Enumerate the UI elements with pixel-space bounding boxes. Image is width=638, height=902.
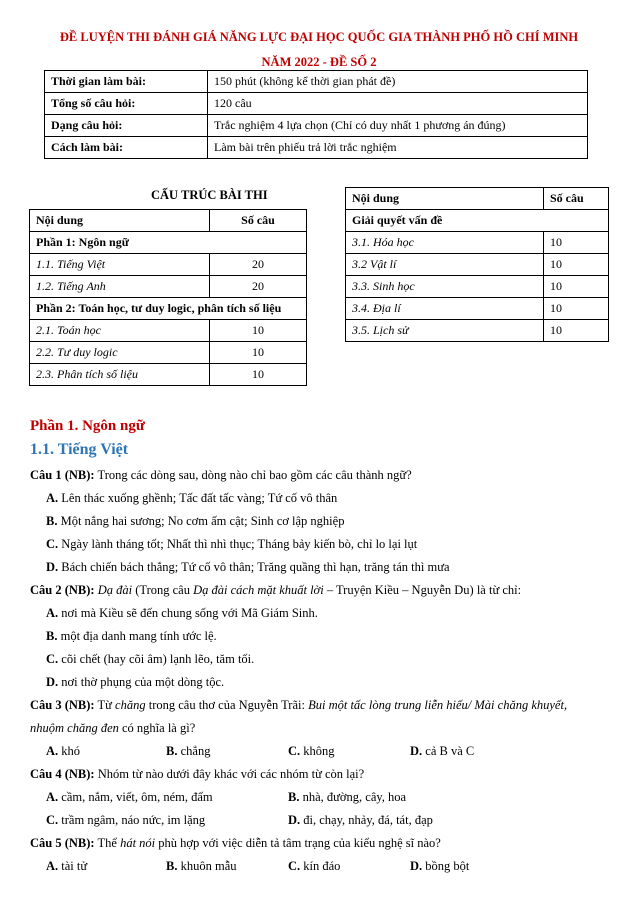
option-b: B. Một nắng hai sương; No cơm ấm cật; Sinh cơ lập nghiệp (46, 514, 345, 528)
table-row (30, 364, 307, 386)
part-row: Phần 1: Ngôn ngữ (30, 232, 307, 254)
table-header-row (30, 210, 307, 232)
table-row (45, 137, 588, 159)
table-row (346, 210, 609, 232)
option-c: C. trầm ngâm, náo nức, im lặng (46, 813, 206, 827)
cell: 2.2. Tư duy logic (30, 342, 210, 364)
question-3: Câu 3 (NB): Từ chăng trong câu thơ của Nguyễn Trãi: Bui một tấc lòng trung liễn hiếu/ Mài chăng khuyết, (30, 698, 568, 712)
option-a: A. nơi mà Kiều sẽ đến chung sống với Mã Giám Sinh. (46, 606, 318, 620)
structure-table-left (29, 209, 307, 386)
option-c: C. kín đáo (288, 859, 341, 873)
cell: 10 (544, 254, 609, 276)
cell: 10 (210, 320, 307, 342)
cell: 3.1. Hóa học (346, 232, 544, 254)
table-row (30, 320, 307, 342)
table-row (346, 320, 609, 342)
option-c: C. cõi chết (hay cõi âm) lạnh lẽo, tăm tối. (46, 652, 255, 666)
cell: 20 (210, 276, 307, 298)
cell: 10 (210, 364, 307, 386)
cell: 2.3. Phân tích số liệu (30, 364, 210, 386)
table-row (30, 298, 307, 320)
cell: 3.2 Vật lí (346, 254, 544, 276)
part-heading: Phần 1. Ngôn ngữ (30, 418, 145, 434)
table-row (30, 342, 307, 364)
table-row (346, 298, 609, 320)
info-label: Thời gian làm bài: (45, 71, 208, 93)
question-2: Câu 2 (NB): Dạ đài (Trong câu Dạ đài cách mặt khuất lời – Truyện Kiều – Nguyễn Du) là từ chỉ: (30, 583, 522, 597)
exam-subtitle: NĂM 2022 - ĐỀ SỐ 2 (261, 55, 377, 69)
cell: 10 (544, 320, 609, 342)
table-row (30, 232, 307, 254)
question-1 (30, 468, 616, 483)
table-row (45, 71, 588, 93)
col-header: Số câu (210, 210, 307, 232)
table-row (346, 232, 609, 254)
option-b: B. một địa danh mang tính ước lệ. (46, 629, 217, 643)
info-label: Cách làm bài: (45, 137, 208, 159)
cell: 1.2. Tiếng Anh (30, 276, 210, 298)
table-row (45, 115, 588, 137)
info-value: 150 phút (không kể thời gian phát đề) (208, 71, 588, 93)
cell: 2.1. Toán học (30, 320, 210, 342)
question-3-cont: nhuộm chăng đen có nghĩa là gì? (30, 721, 196, 735)
question-5: Câu 5 (NB): Thể hát nói phù hợp với việc diễn tả tâm trạng của kiểu nghệ sĩ nào? (30, 836, 441, 850)
option-b: B. nhà, đường, cây, hoa (288, 790, 407, 804)
structure-table-right (345, 187, 609, 342)
cell: 10 (544, 298, 609, 320)
cell: 3.3. Sinh học (346, 276, 544, 298)
option-d: D. đi, chạy, nhảy, đá, tát, đạp (288, 813, 433, 827)
cell: 3.4. Địa lí (346, 298, 544, 320)
table-header-row (346, 188, 609, 210)
option-a: A. khó (46, 744, 81, 758)
exam-title: ĐỀ LUYỆN THI ĐÁNH GIÁ NĂNG LỰC ĐẠI HỌC QUỐC GIA THÀNH PHỐ HỒ CHÍ MINH (59, 30, 579, 44)
option-c: C. Ngày lành tháng tốt; Nhất thì nhì thục; Tháng bảy kiến bò, chỉ lo lại lụt (46, 537, 418, 551)
col-header: Số câu (544, 188, 609, 210)
cell: 20 (210, 254, 307, 276)
structure-title: CẤU TRÚC BÀI THI (151, 188, 268, 202)
option-c: C. không (288, 744, 335, 758)
exam-info-table (44, 70, 588, 159)
option-d: D. cả B và C (410, 744, 475, 758)
section-heading: 1.1. Tiếng Việt (30, 441, 129, 458)
option-b: B. chẳng (166, 744, 211, 758)
option-a: A. Lên thác xuống ghềnh; Tấc đất tấc vàng; Tứ cố vô thân (46, 491, 338, 505)
cell: 1.1. Tiếng Việt (30, 254, 210, 276)
question-label: Câu 1 (NB): (30, 468, 95, 482)
option-d: D. nơi thờ phụng của một dòng tộc. (46, 675, 225, 689)
option-a: A. tài tử (46, 859, 88, 873)
question-4: Câu 4 (NB): Nhóm từ nào dưới đây khác với các nhóm từ còn lại? (30, 767, 365, 781)
col-header: Nội dung (346, 188, 544, 210)
option-b: B. khuôn mẫu (166, 859, 237, 873)
info-label: Tổng số câu hỏi: (45, 93, 208, 115)
info-label: Dạng câu hỏi: (45, 115, 208, 137)
info-value: Làm bài trên phiếu trả lời trắc nghiệm (208, 137, 588, 159)
info-value: Trắc nghiệm 4 lựa chọn (Chỉ có duy nhất 1 phương án đúng) (208, 115, 588, 137)
table-row (30, 276, 307, 298)
table-row (45, 93, 588, 115)
part-row: Giải quyết vấn đề (346, 210, 609, 232)
cell: 10 (544, 276, 609, 298)
cell: 10 (210, 342, 307, 364)
table-row (30, 254, 307, 276)
info-value: 120 câu (208, 93, 588, 115)
table-row (346, 276, 609, 298)
cell: 10 (544, 232, 609, 254)
col-header: Nội dung (30, 210, 210, 232)
option-a: A. cầm, nắm, viết, ôm, ném, đấm (46, 790, 213, 804)
option-d: D. bồng bột (410, 859, 470, 873)
table-row (346, 254, 609, 276)
option-d: D. Bách chiến bách thắng; Tứ cố vô thân; Trăng quầng thì hạn, trăng tán thì mưa (46, 560, 450, 574)
question-text: Trong các dòng sau, dòng nào chỉ bao gồm các câu thành ngữ? (94, 468, 412, 482)
part-row: Phần 2: Toán học, tư duy logic, phân tích số liệu (30, 298, 307, 320)
cell: 3.5. Lịch sử (346, 320, 544, 342)
